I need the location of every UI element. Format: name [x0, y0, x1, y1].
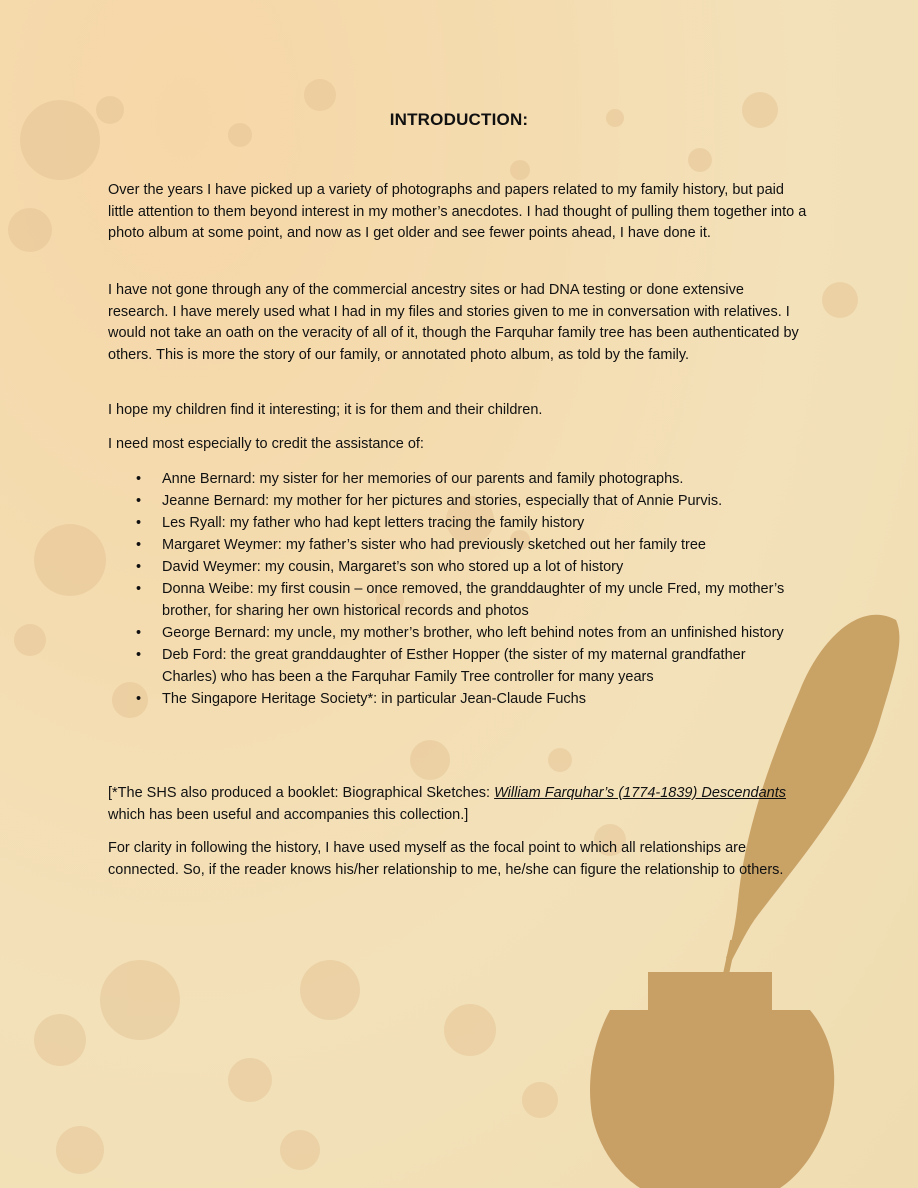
paragraph-text: I hope my children find it interesting; it is for them and their children.: [108, 402, 543, 418]
paragraph-text: I need most especially to credit the assistance of:: [108, 436, 424, 452]
footnote-prefix: [*The SHS also produced a booklet: Biographical Sketches:: [108, 785, 495, 801]
footnote-paragraph: [108, 783, 808, 826]
list-item: [108, 556, 798, 578]
intro-paragraph-3: [108, 400, 808, 422]
bullet-icon: •: [136, 559, 142, 575]
bullet-icon: •: [136, 581, 142, 597]
bullet-icon: •: [136, 625, 142, 641]
list-item-text: Anne Bernard: my sister for her memories of our parents and family photographs.: [162, 471, 684, 487]
paragraph-text: Over the years I have picked up a variety of photographs and papers related to my family history, but paid little attention to them beyond interest in my mother’s anecdotes. I had thought of pulling them together into a photo album at some point, and now as I get older and see fewer points ahead, I have done it.: [108, 182, 807, 241]
footnote-suffix: which has been useful and accompanies this collection.]: [108, 806, 469, 823]
list-item-text: David Weymer: my cousin, Margaret’s son who stored up a lot of history: [162, 559, 624, 575]
booklet-title: William Farquhar’s (1774-1839) Descendants: [494, 785, 786, 801]
list-item-text: The Singapore Heritage Society*: in particular Jean-Claude Fuchs: [162, 691, 586, 707]
closing-paragraph: [108, 838, 808, 881]
list-item-text: Donna Weibe: my first cousin – once removed, the granddaughter of my uncle Fred, my mother’s brother, for sharing her own historical records and photos: [162, 581, 785, 619]
list-item: [108, 490, 798, 512]
page-title: INTRODUCTION:: [389, 110, 529, 129]
intro-paragraph-1: [108, 180, 808, 245]
bullet-icon: •: [136, 537, 142, 553]
list-item: [108, 468, 798, 490]
paragraph-text: I have not gone through any of the commercial ancestry sites or had DNA testing or done extensive research. I have merely used what I had in my files and stories given to me in conversation with relatives. I would not take an oath on the veracity of all of it, though the Farquhar family tree has been authenticated by others. This is more the story of our family, or annotated photo album, as told by the family.: [108, 282, 799, 363]
footnote-text: [108, 783, 808, 826]
list-item: [108, 622, 798, 644]
list-item-text: Deb Ford: the great granddaughter of Esther Hopper (the sister of my maternal grandfather Charles) who has been a the Farquhar Family Tree controller for many years: [162, 647, 746, 685]
bullet-icon: •: [136, 471, 142, 487]
list-item-text: George Bernard: my uncle, my mother’s brother, who left behind notes from an unfinished history: [162, 625, 784, 641]
list-item-text: Les Ryall: my father who had kept letters tracing the family history: [162, 515, 585, 531]
intro-paragraph-2: [108, 280, 808, 366]
bullet-icon: •: [136, 691, 142, 707]
credits-list: [108, 468, 798, 710]
paragraph-text: For clarity in following the history, I have used myself as the focal point to which all relationships are connected. So, if the reader knows his/her relationship to me, he/she can figure the relationship to others.: [108, 840, 784, 878]
list-item: [108, 688, 798, 710]
list-item: [108, 534, 798, 556]
list-item-text: Jeanne Bernard: my mother for her pictures and stories, especially that of Annie Purvis.: [162, 493, 723, 509]
list-item: [108, 644, 798, 688]
list-item: [108, 578, 798, 622]
list-item-text: Margaret Weymer: my father’s sister who had previously sketched out her family tree: [162, 537, 706, 553]
bullet-icon: •: [136, 493, 142, 509]
intro-paragraph-4: [108, 434, 808, 456]
list-item: [108, 512, 798, 534]
bullet-icon: •: [136, 515, 142, 531]
bullet-icon: •: [136, 647, 142, 663]
